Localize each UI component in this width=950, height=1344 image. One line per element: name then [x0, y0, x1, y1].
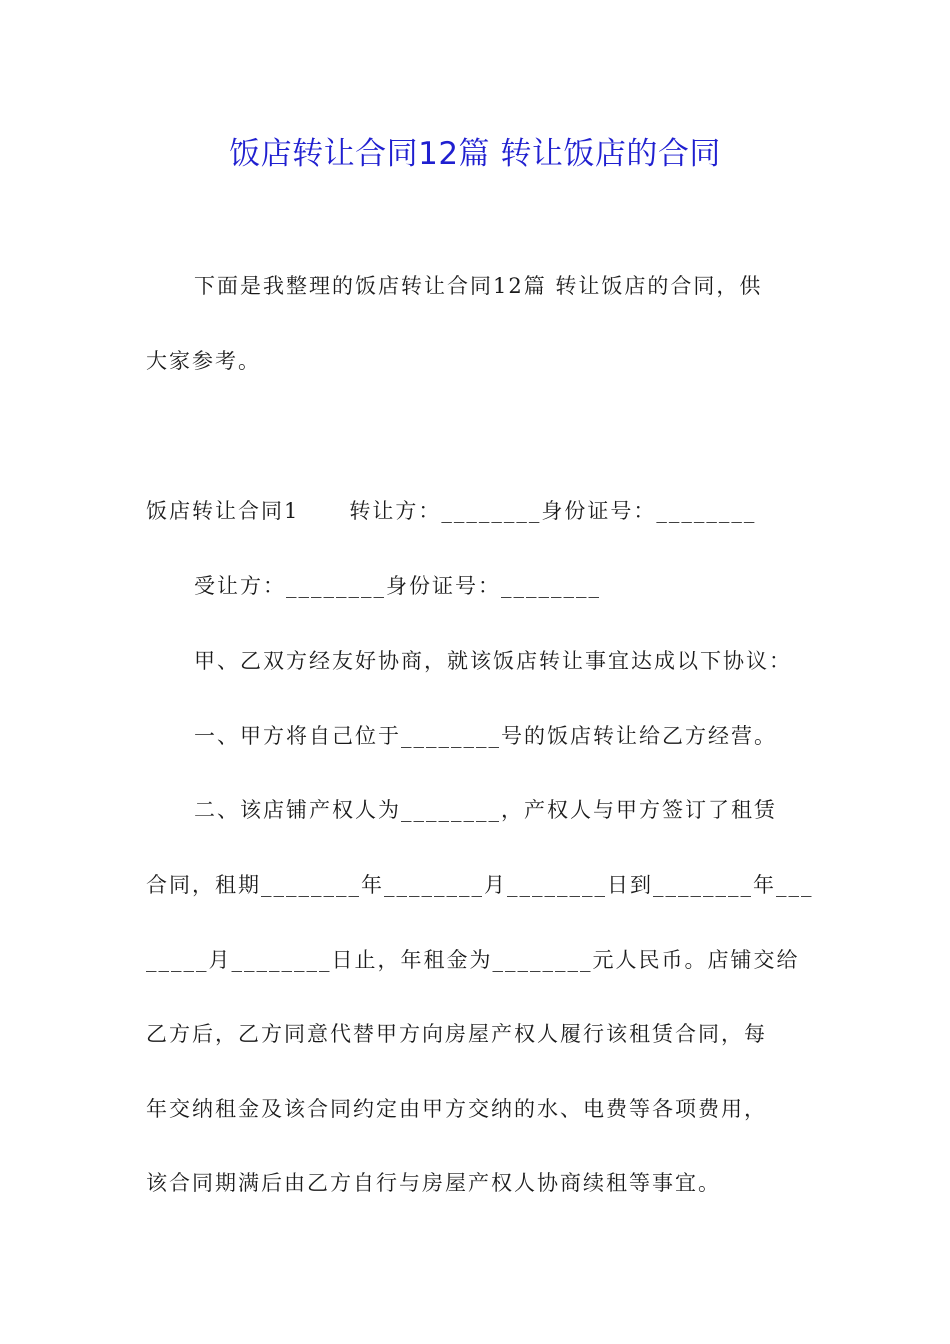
transferor-line: 转让方：________身份证号：________ [349, 499, 757, 523]
contract-heading-row [146, 491, 816, 531]
clause-two-line-3: _____月________日止，年租金为________元人民币。店铺交给 [146, 948, 800, 972]
clause-two-line-4: 乙方后，乙方同意代替甲方向房屋产权人履行该租赁合同，每 [146, 1022, 767, 1046]
transferee-line: 受让方：________身份证号：________ [194, 574, 601, 598]
document-title: 饭店转让合同12篇 转让饭店的合同 [229, 136, 721, 172]
clause-one: 一、甲方将自己位于________号的饭店转让给乙方经营。 [194, 724, 777, 748]
clause-two-line-2: 合同，租期________年________月________日到________年___ [146, 873, 814, 897]
agreement-intro: 甲、乙双方经友好协商，就该饭店转让事宜达成以下协议： [194, 649, 792, 673]
intro-line-1: 下面是我整理的饭店转让合同12篇 转让饭店的合同，供 [194, 274, 763, 298]
clause-two-line-1: 二、该店铺产权人为________，产权人与甲方签订了租赁 [194, 798, 777, 822]
clause-two-line-5: 年交纳租金及该合同约定由甲方交纳的水、电费等各项费用， [146, 1097, 767, 1121]
contract-heading: 饭店转让合同1 [146, 499, 300, 523]
clause-two-line-6: 该合同期满后由乙方自行与房屋产权人协商续租等事宜。 [146, 1171, 721, 1195]
intro-line-2: 大家参考。 [146, 349, 261, 373]
